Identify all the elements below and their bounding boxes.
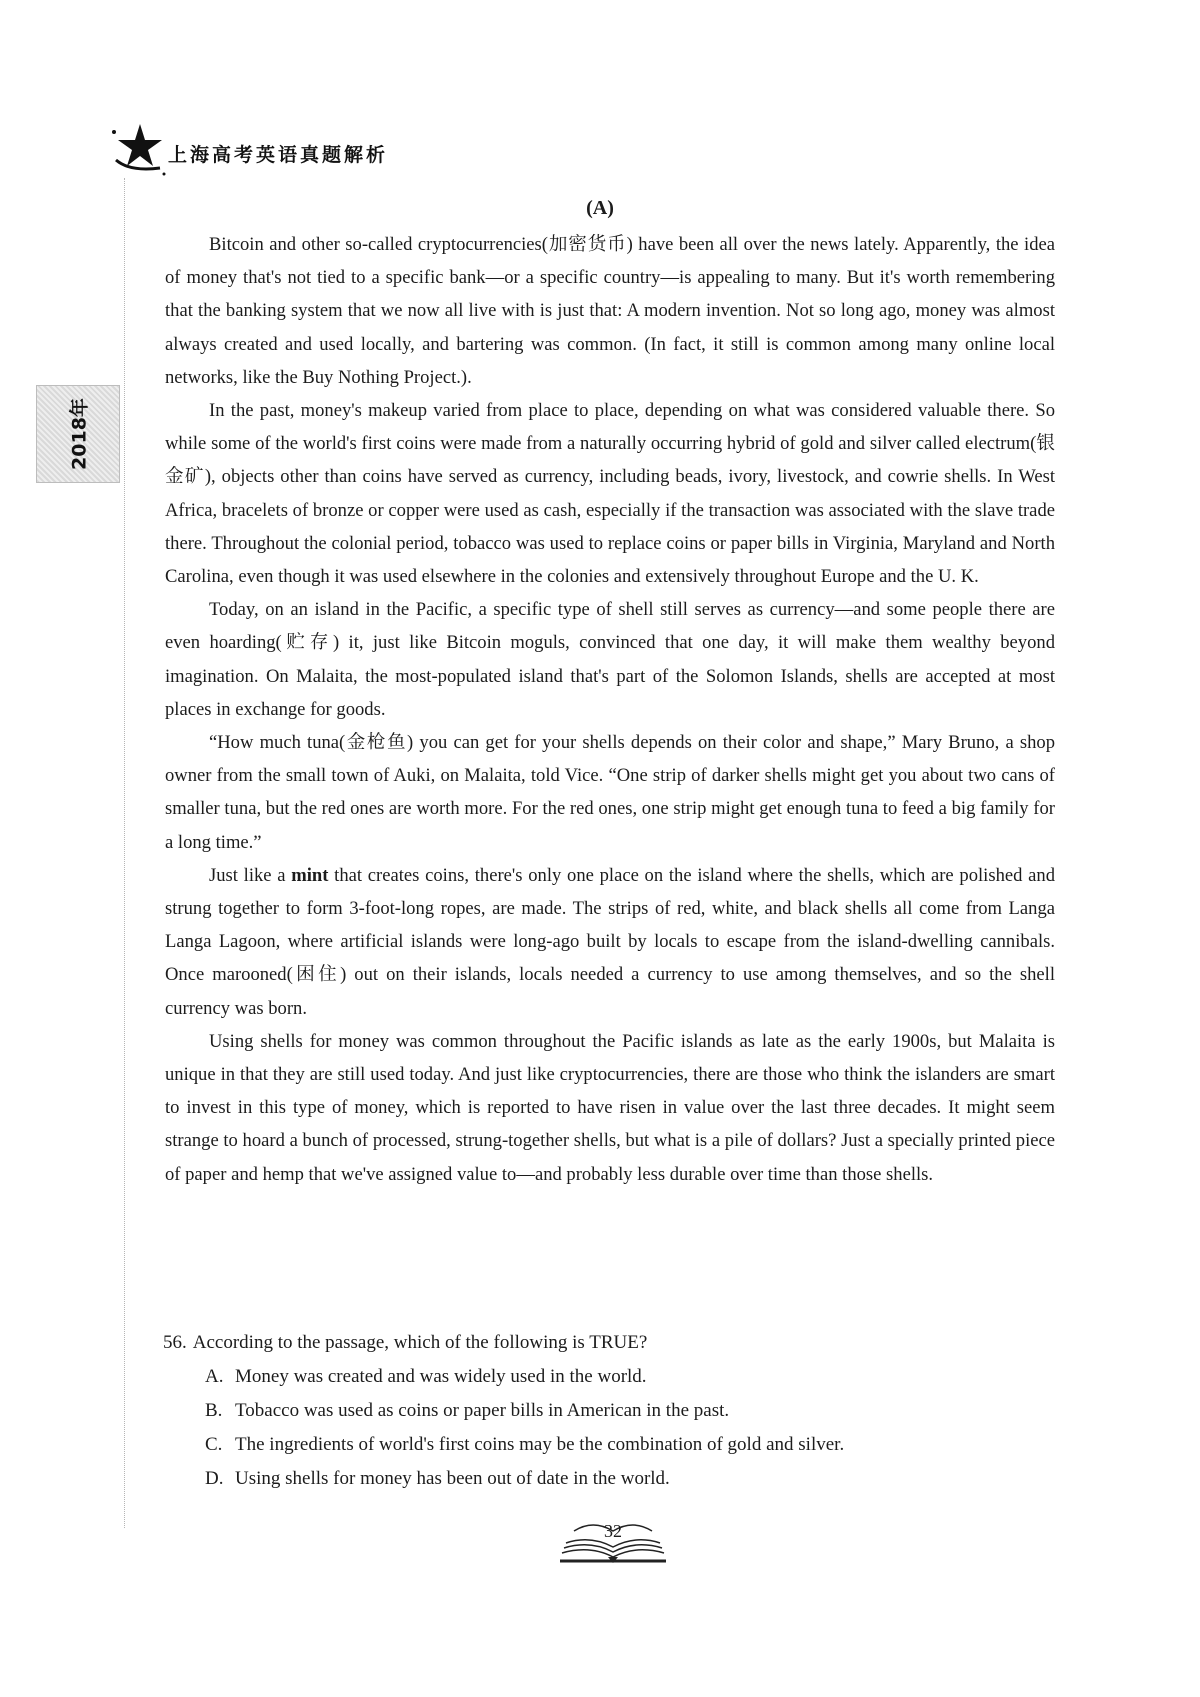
year-tab-label: 2018年 <box>68 398 91 470</box>
option-text: Using shells for money has been out of date in the world. <box>235 1468 670 1489</box>
page-number-badge <box>558 1517 668 1565</box>
section-label: (A) <box>586 197 614 219</box>
answer-options <box>163 1360 1063 1496</box>
option-b[interactable] <box>163 1394 1063 1428</box>
option-c[interactable] <box>163 1428 1063 1462</box>
passage-paragraph-2: In the past, money's makeup varied from place to place, depending on what was considered valuable there. So while some of the world's first coins were made from a naturally occurring hybrid of gold and silver called electrum(银金矿), objects other than coins have served as currency, including beads, ivory, livestock, and cowrie shells. In West Africa, bracelets of bronze or copper were used as cash, especially if the transaction was associated with the slave trade there. Throughout the colonial period, tobacco was used to replace coins or paper bills in Virginia, Maryland and North Carolina, even though it was used elsewhere in the colonies and extensively throughout Europe and the U. K. <box>165 400 1055 588</box>
reading-passage <box>165 228 1055 1191</box>
option-a[interactable] <box>163 1360 1063 1394</box>
option-text: Money was created and was widely used in the world. <box>235 1366 647 1387</box>
passage-paragraph-6: Using shells for money was common throughout the Pacific islands as late as the early 1900s, but Malaita is unique in that they are still used today. And just like cryptocurrencies, there are those who think the islanders are smart to invest in this type of money, which is reported to have risen in value over the last three decades. It might seem strange to hoard a bunch of processed, strung-together shells, but what is a pile of dollars? Just a specially printed piece of paper and hemp that we've assigned value to—and probably less durable over time than those shells. <box>165 1030 1055 1185</box>
question-text: According to the passage, which of the following is TRUE? <box>192 1332 648 1353</box>
option-letter: B. <box>205 1400 223 1421</box>
passage-paragraph-5 <box>165 859 1055 1025</box>
paragraph-5-text-start: Just like a <box>209 864 292 886</box>
passage-paragraph-1: Bitcoin and other so-called cryptocurrencies(加密货币) have been all over the news lately. Apparently, the idea of money that's not tied to a specific bank—or a specific country—is appealing to many. But it's worth remembering that the banking system that we now all live with is just that: A modern invention. Not so long ago, money was almost always created and used locally, and bartering was common. (In fact, it still is common among many online local networks, like the Buy Nothing Project.). <box>165 234 1055 388</box>
option-text: The ingredients of world's first coins may be the combination of gold and silver. <box>235 1434 845 1455</box>
page-number: 32 <box>604 1521 622 1541</box>
star-logo-icon <box>110 120 170 180</box>
question-number: 56. <box>163 1332 187 1353</box>
option-letter: A. <box>205 1366 224 1387</box>
question-56 <box>163 1326 1063 1496</box>
paragraph-5-text-end: that creates coins, there's only one place on the island where the shells, which are polished and strung together to form 3-foot-long ropes, are made. The strips of red, white, and black shells all come from Langa Langa Lagoon, where artificial islands were long-ago built by locals to escape from the island-dwelling cannibals. Once marooned(困住) out on their islands, locals needed a currency to use among themselves, and so the shell currency was born. <box>165 864 1055 1019</box>
passage-paragraph-3: Today, on an island in the Pacific, a specific type of shell still serves as currency—and some people there are even hoarding(贮存) it, just like Bitcoin moguls, convinced that one day, it will make them wealthy beyond imagination. On Malaita, the most-populated island that's part of the Solomon Islands, shells are accepted at most places in exchange for goods. <box>165 599 1055 720</box>
year-tab <box>36 385 120 483</box>
passage-paragraph-4: “How much tuna(金枪鱼) you can get for your shells depends on their color and shape,” Mary Bruno, a shop owner from the small town of Auki, on Malaita, told Vice. “One strip of darker shells might get you about two cans of smaller tuna, but the red ones are worth more. For the red ones, one strip might get enough tuna to feed a big family for a long time.” <box>165 732 1055 853</box>
page-header <box>110 128 530 178</box>
option-letter: D. <box>205 1468 224 1489</box>
keyword-mint: mint <box>291 864 329 886</box>
option-d[interactable] <box>163 1462 1063 1496</box>
option-letter: C. <box>205 1434 223 1455</box>
option-text: Tobacco was used as coins or paper bills in American in the past. <box>235 1400 730 1421</box>
book-title: 上海高考英语真题解析 <box>168 144 389 166</box>
margin-divider <box>124 178 125 1528</box>
question-stem <box>163 1326 1063 1360</box>
